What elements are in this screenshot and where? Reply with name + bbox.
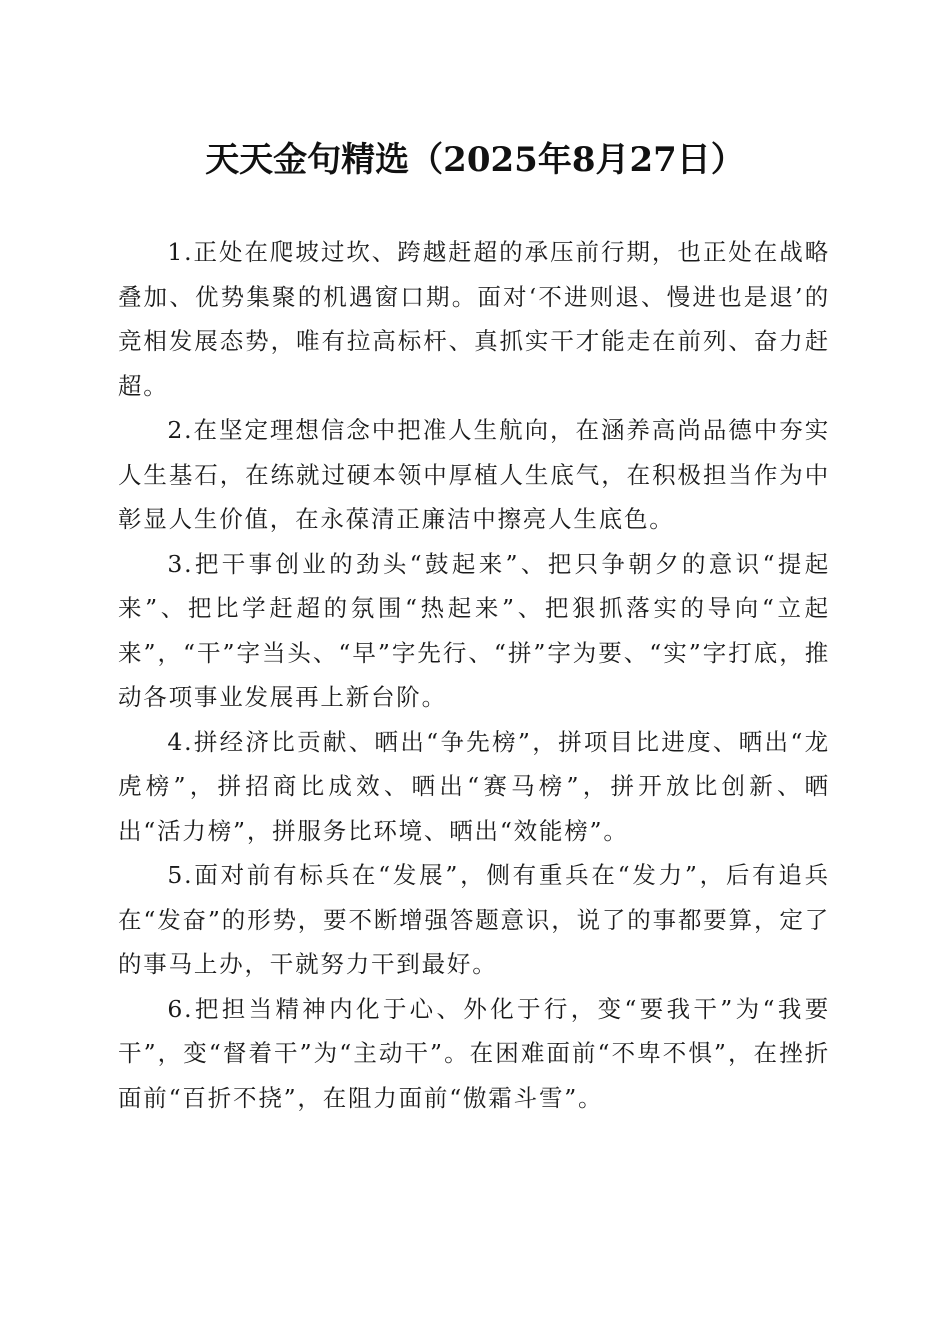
quote-paragraph-6: 6.把担当精神内化于心、外化于行，变“要我干”为“我要干”，变“督着干”为“主动干”。在困难面前“不卑不惧”，在挫折面前“百折不挠”，在阻力面前“傲霜斗雪”。 (118, 994, 830, 1112)
quote-paragraph-2: 2.在坚定理想信念中把准人生航向，在涵养高尚品德中夯实人生基石，在练就过硬本领中厚植人生底气，在积极担当作为中彰显人生价值，在永葆清正廉洁中擦亮人生底色。 (118, 416, 830, 533)
quote-paragraph-3: 3.把干事创业的劲头“鼓起来”、把只争朝夕的意识“提起来”、把比学赶超的氛围“热起来”、把狠抓落实的导向“立起来”，“干”字当头、“早”字先行、“拼”字为要、“实”字打底，推动各项事业发展再上新台阶。 (118, 549, 830, 711)
document-title: 天天金句精选（2025年8月27日） (205, 140, 745, 180)
quote-paragraph-1: 1.正处在爬坡过坎、跨越赶超的承压前行期，也正处在战略叠加、优势集聚的机遇窗口期。面对‘不进则退、慢进也是退’的竞相发展态势，唯有拉高标杆、真抓实干才能走在前列、奋力赶超。 (118, 238, 830, 400)
quote-paragraph-5: 5.面对前有标兵在“发展”，侧有重兵在“发力”，后有追兵在“发奋”的形势，要不断增强答题意识，说了的事都要算，定了的事马上办，干就努力干到最好。 (118, 861, 830, 978)
document-body (118, 230, 830, 1120)
quote-paragraph-4: 4.拼经济比贡献、晒出“争先榜”，拼项目比进度、晒出“龙虎榜”，拼招商比成效、晒出“赛马榜”，拼开放比创新、晒出“活力榜”，拼服务比环境、晒出“效能榜”。 (118, 727, 830, 845)
